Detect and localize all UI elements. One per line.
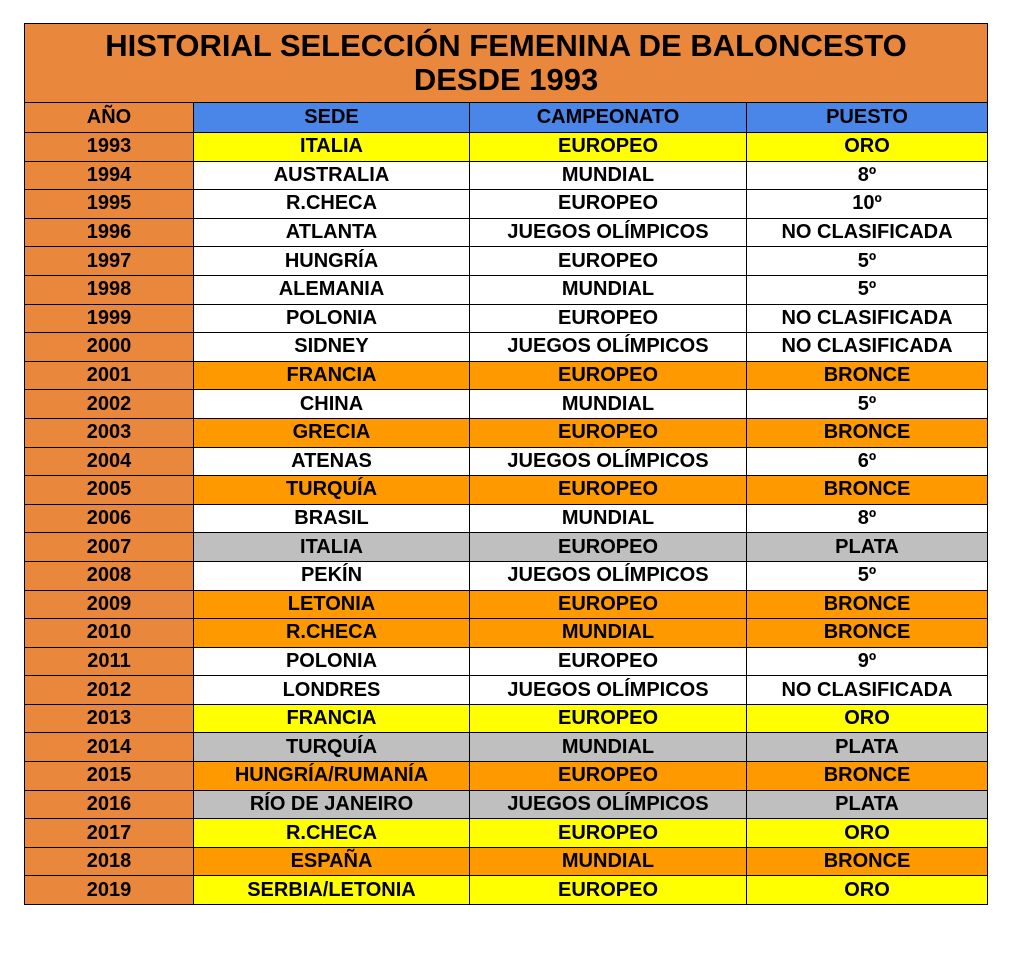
table-row bbox=[25, 275, 988, 304]
row-position: NO CLASIFICADA bbox=[747, 218, 988, 247]
table-row bbox=[25, 533, 988, 562]
table-row bbox=[25, 361, 988, 390]
row-year: 1997 bbox=[25, 247, 194, 276]
row-venue: AUSTRALIA bbox=[194, 161, 470, 190]
row-year: 2019 bbox=[25, 876, 194, 905]
row-position: BRONCE bbox=[747, 476, 988, 505]
row-year: 2009 bbox=[25, 590, 194, 619]
row-position: 5º bbox=[747, 390, 988, 419]
row-championship: MUNDIAL bbox=[470, 504, 747, 533]
row-championship: EUROPEO bbox=[470, 762, 747, 791]
row-venue: BRASIL bbox=[194, 504, 470, 533]
row-venue: TURQUÍA bbox=[194, 733, 470, 762]
table-row bbox=[25, 476, 988, 505]
row-position: 8º bbox=[747, 161, 988, 190]
row-position: 5º bbox=[747, 247, 988, 276]
row-venue: ITALIA bbox=[194, 533, 470, 562]
table-row bbox=[25, 647, 988, 676]
row-position: NO CLASIFICADA bbox=[747, 333, 988, 362]
row-position: PLATA bbox=[747, 733, 988, 762]
table-row bbox=[25, 762, 988, 791]
row-venue: ALEMANIA bbox=[194, 275, 470, 304]
row-year: 2005 bbox=[25, 476, 194, 505]
row-position: BRONCE bbox=[747, 590, 988, 619]
row-venue: CHINA bbox=[194, 390, 470, 419]
row-position: PLATA bbox=[747, 790, 988, 819]
table-row bbox=[25, 619, 988, 648]
row-year: 2017 bbox=[25, 819, 194, 848]
row-position: BRONCE bbox=[747, 361, 988, 390]
row-position: ORO bbox=[747, 704, 988, 733]
row-year: 2013 bbox=[25, 704, 194, 733]
row-championship: EUROPEO bbox=[470, 418, 747, 447]
row-position: 10º bbox=[747, 190, 988, 219]
header-position: PUESTO bbox=[747, 103, 988, 133]
row-venue: TURQUÍA bbox=[194, 476, 470, 505]
row-venue: FRANCIA bbox=[194, 361, 470, 390]
row-year: 2016 bbox=[25, 790, 194, 819]
row-championship: JUEGOS OLÍMPICOS bbox=[470, 790, 747, 819]
row-year: 2007 bbox=[25, 533, 194, 562]
table-row bbox=[25, 133, 988, 162]
row-championship: JUEGOS OLÍMPICOS bbox=[470, 676, 747, 705]
row-position: ORO bbox=[747, 876, 988, 905]
row-year: 2010 bbox=[25, 619, 194, 648]
row-year: 2018 bbox=[25, 847, 194, 876]
row-championship: EUROPEO bbox=[470, 476, 747, 505]
table-row bbox=[25, 733, 988, 762]
row-championship: MUNDIAL bbox=[470, 390, 747, 419]
row-position: ORO bbox=[747, 133, 988, 162]
row-championship: EUROPEO bbox=[470, 361, 747, 390]
row-venue: POLONIA bbox=[194, 304, 470, 333]
row-year: 1993 bbox=[25, 133, 194, 162]
row-venue: R.CHECA bbox=[194, 819, 470, 848]
table-row bbox=[25, 304, 988, 333]
table-row bbox=[25, 390, 988, 419]
row-venue: SIDNEY bbox=[194, 333, 470, 362]
row-position: 5º bbox=[747, 275, 988, 304]
row-position: 6º bbox=[747, 447, 988, 476]
header-championship: CAMPEONATO bbox=[470, 103, 747, 133]
row-year: 1999 bbox=[25, 304, 194, 333]
table-row bbox=[25, 561, 988, 590]
row-position: PLATA bbox=[747, 533, 988, 562]
table-row bbox=[25, 247, 988, 276]
row-venue: POLONIA bbox=[194, 647, 470, 676]
row-championship: EUROPEO bbox=[470, 304, 747, 333]
row-position: BRONCE bbox=[747, 762, 988, 791]
table-row bbox=[25, 504, 988, 533]
row-position: NO CLASIFICADA bbox=[747, 304, 988, 333]
row-year: 2000 bbox=[25, 333, 194, 362]
header-year: AÑO bbox=[25, 103, 194, 133]
row-championship: JUEGOS OLÍMPICOS bbox=[470, 561, 747, 590]
row-position: 8º bbox=[747, 504, 988, 533]
row-venue: ATENAS bbox=[194, 447, 470, 476]
row-venue: SERBIA/LETONIA bbox=[194, 876, 470, 905]
table-title bbox=[25, 24, 988, 103]
row-venue: ESPAÑA bbox=[194, 847, 470, 876]
row-championship: JUEGOS OLÍMPICOS bbox=[470, 218, 747, 247]
table-row bbox=[25, 161, 988, 190]
title-line-2: DESDE 1993 bbox=[413, 62, 599, 97]
row-year: 2004 bbox=[25, 447, 194, 476]
history-table bbox=[24, 23, 988, 905]
row-year: 2011 bbox=[25, 647, 194, 676]
row-championship: MUNDIAL bbox=[470, 275, 747, 304]
table-row bbox=[25, 190, 988, 219]
table-row bbox=[25, 790, 988, 819]
row-venue: LONDRES bbox=[194, 676, 470, 705]
row-year: 1994 bbox=[25, 161, 194, 190]
table-row bbox=[25, 676, 988, 705]
row-championship: EUROPEO bbox=[470, 247, 747, 276]
row-position: BRONCE bbox=[747, 847, 988, 876]
row-venue: LETONIA bbox=[194, 590, 470, 619]
row-year: 1998 bbox=[25, 275, 194, 304]
history-table-container bbox=[24, 23, 987, 905]
row-year: 1996 bbox=[25, 218, 194, 247]
row-championship: EUROPEO bbox=[470, 590, 747, 619]
row-year: 2001 bbox=[25, 361, 194, 390]
row-position: BRONCE bbox=[747, 418, 988, 447]
row-year: 1995 bbox=[25, 190, 194, 219]
table-row bbox=[25, 418, 988, 447]
row-year: 2003 bbox=[25, 418, 194, 447]
row-year: 2015 bbox=[25, 762, 194, 791]
row-championship: EUROPEO bbox=[470, 647, 747, 676]
row-venue: GRECIA bbox=[194, 418, 470, 447]
row-position: 5º bbox=[747, 561, 988, 590]
table-row bbox=[25, 447, 988, 476]
row-venue: HUNGRÍA/RUMANÍA bbox=[194, 762, 470, 791]
row-championship: MUNDIAL bbox=[470, 733, 747, 762]
row-venue: R.CHECA bbox=[194, 619, 470, 648]
row-championship: EUROPEO bbox=[470, 876, 747, 905]
row-championship: MUNDIAL bbox=[470, 161, 747, 190]
row-venue: R.CHECA bbox=[194, 190, 470, 219]
row-championship: JUEGOS OLÍMPICOS bbox=[470, 447, 747, 476]
table-row bbox=[25, 876, 988, 905]
row-venue: ITALIA bbox=[194, 133, 470, 162]
row-championship: EUROPEO bbox=[470, 533, 747, 562]
table-row bbox=[25, 218, 988, 247]
table-body bbox=[25, 133, 988, 905]
header-row bbox=[25, 103, 988, 133]
table-row bbox=[25, 819, 988, 848]
table-row bbox=[25, 704, 988, 733]
row-championship: EUROPEO bbox=[470, 190, 747, 219]
row-year: 2014 bbox=[25, 733, 194, 762]
header-venue: SEDE bbox=[194, 103, 470, 133]
row-position: 9º bbox=[747, 647, 988, 676]
row-venue: HUNGRÍA bbox=[194, 247, 470, 276]
row-position: NO CLASIFICADA bbox=[747, 676, 988, 705]
table-row bbox=[25, 590, 988, 619]
row-position: BRONCE bbox=[747, 619, 988, 648]
row-championship: EUROPEO bbox=[470, 133, 747, 162]
table-row bbox=[25, 333, 988, 362]
row-championship: JUEGOS OLÍMPICOS bbox=[470, 333, 747, 362]
row-championship: EUROPEO bbox=[470, 704, 747, 733]
row-year: 2008 bbox=[25, 561, 194, 590]
row-venue: ATLANTA bbox=[194, 218, 470, 247]
row-year: 2006 bbox=[25, 504, 194, 533]
row-position: ORO bbox=[747, 819, 988, 848]
row-championship: MUNDIAL bbox=[470, 619, 747, 648]
row-venue: RÍO DE JANEIRO bbox=[194, 790, 470, 819]
row-championship: EUROPEO bbox=[470, 819, 747, 848]
row-year: 2002 bbox=[25, 390, 194, 419]
row-year: 2012 bbox=[25, 676, 194, 705]
table-row bbox=[25, 847, 988, 876]
row-venue: FRANCIA bbox=[194, 704, 470, 733]
row-venue: PEKÍN bbox=[194, 561, 470, 590]
row-championship: MUNDIAL bbox=[470, 847, 747, 876]
title-line-1: HISTORIAL SELECCIÓN FEMENINA DE BALONCESTO bbox=[105, 28, 907, 63]
